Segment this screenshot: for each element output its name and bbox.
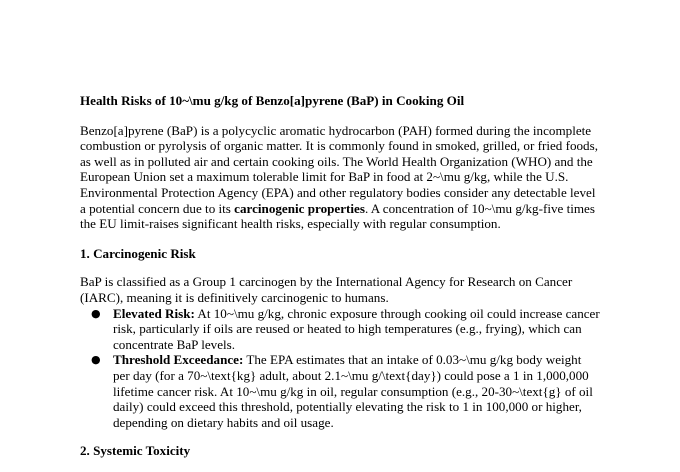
intro-text-part1: Benzo[a]pyrene (BaP) is a polycyclic aromatic hydrocarbon (PAH) formed during the incomplete combustion or pyrolysis of organic matter. It is commonly found in smoked, grilled, or fried foods, as well as in polluted air and certain cooking oils. The World Health Organization (WHO) and the European Union set a maximum tolerable limit for BaP in food at 2~\mu g/kg, while the U.S. Environmental Protection Agency (EPA) and other regulatory bodies consider any detectable level a potential concern due to its (80, 122, 598, 216)
intro-paragraph (80, 123, 600, 232)
bullet-text: The EPA estimates that an intake of 0.03~\mu g/kg body weight per day (for a 70~\text{kg} adult, about 2.1~\mu g/\text{day}) could pose a 1 in 1,000,000 lifetime cancer risk. At 10~\mu g/kg in oil, regular consumption (e.g., 20-30~\text{g} of oil daily) could exceed this threshold, potentially elevating the risk to 1 in 100,000 or higher, depending on dietary habits and oil usage. (113, 352, 593, 430)
bullet-label: Elevated Risk: (113, 305, 195, 321)
intro-text-part2: . A concentration of 10~\mu g/kg-five times the EU limit-raises significant health risks, especially with regular consumption. (80, 200, 595, 232)
section-text-carcinogenic: BaP is classified as a Group 1 carcinogen by the International Agency for Research on Cancer (IARC), meaning it is definitively carcinogenic to humans. (80, 274, 573, 305)
bullet-text: At 10~\mu g/kg, chronic exposure through cooking oil could increase cancer risk, particularly if oils are reused or heated to high temperatures (e.g., frying), which can concentrate BaP levels. (113, 305, 600, 352)
bullet-label: Threshold Exceedance: (113, 352, 244, 368)
bullet-icon: ● (91, 306, 101, 320)
list-item (80, 352, 600, 430)
list-item (80, 306, 600, 353)
bullet-list-carcinogenic (80, 306, 600, 431)
bullet-icon: ● (91, 353, 101, 367)
intro-bold-term: carcinogenic properties (234, 200, 365, 216)
section-heading-systemic: 2. Systemic Toxicity (80, 443, 191, 459)
section-heading-carcinogenic: 1. Carcinogenic Risk (80, 245, 196, 261)
document-page (80, 93, 600, 472)
document-title: Health Risks of 10~\mu g/kg of Benzo[a]pyrene (BaP) in Cooking Oil (80, 93, 465, 108)
